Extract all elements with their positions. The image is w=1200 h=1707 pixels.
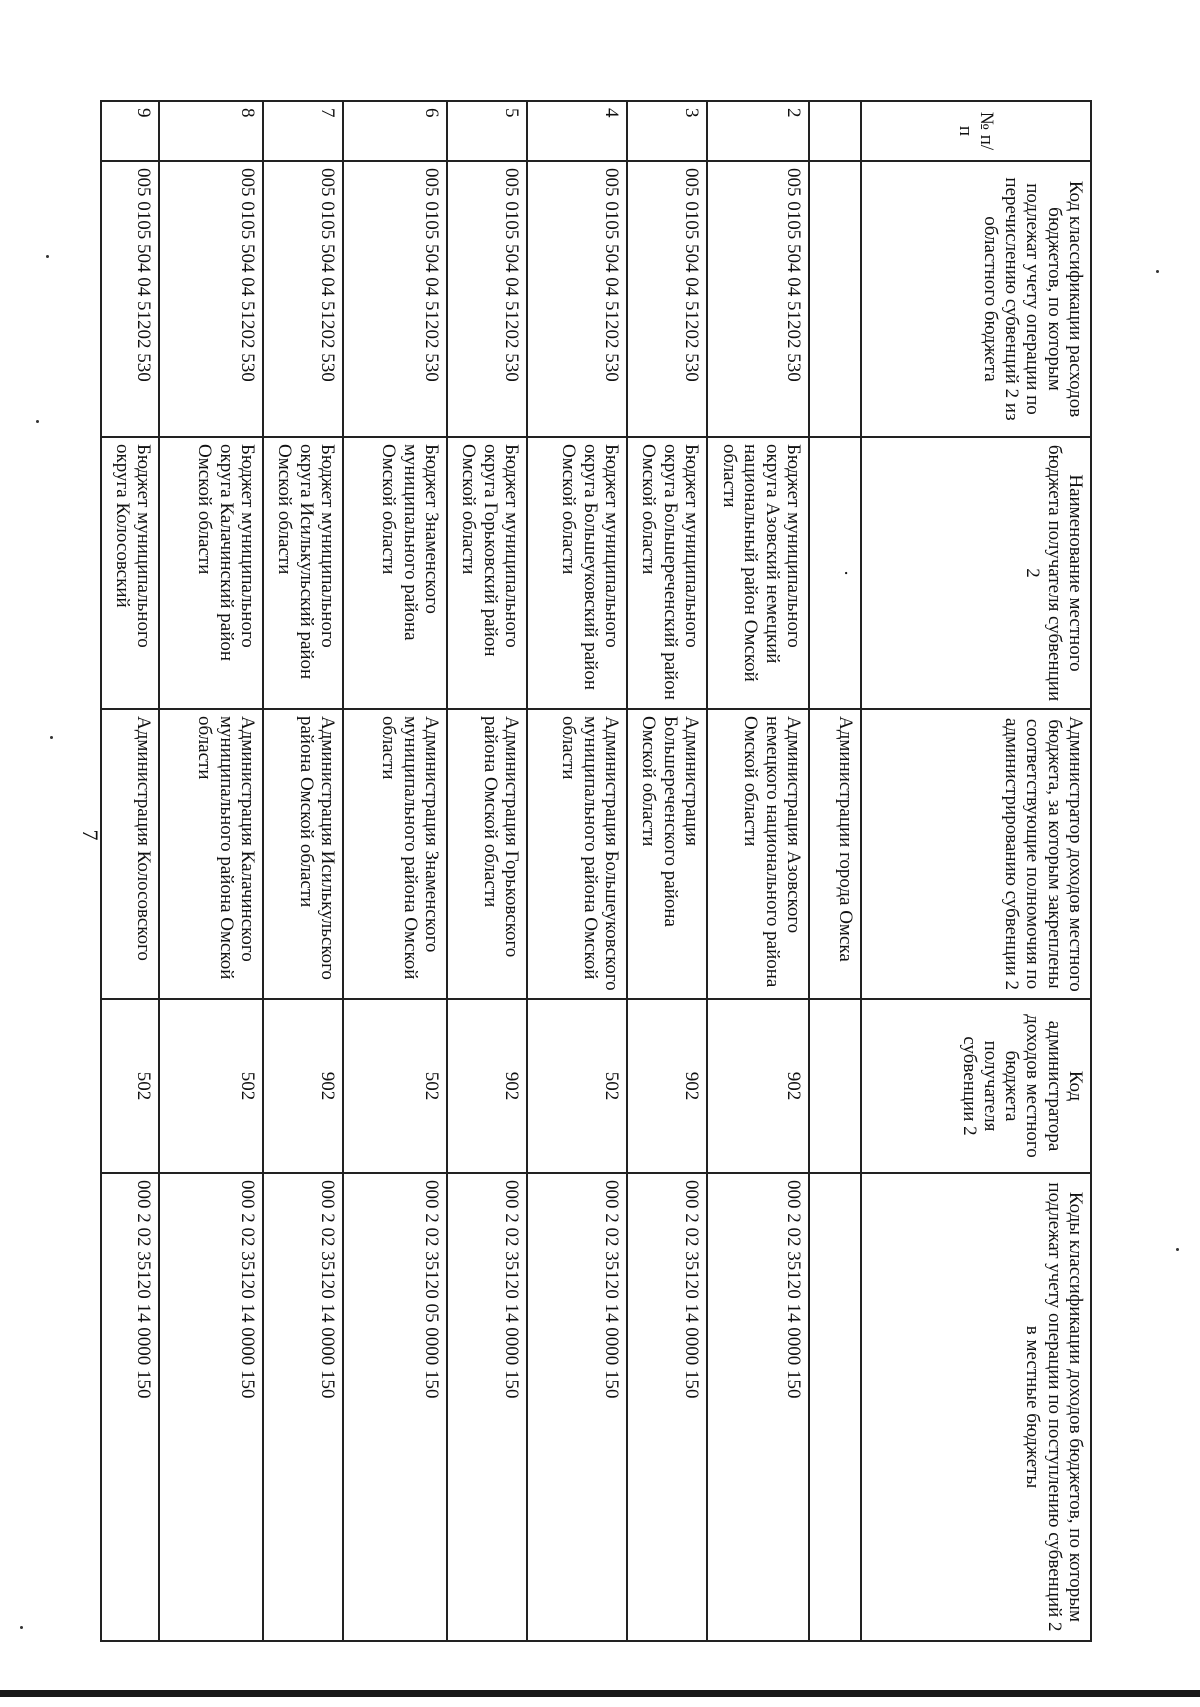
table-row [447, 101, 527, 1641]
cell-administrator: Администрации города Омска [809, 709, 861, 999]
cell-budget-name: · [809, 437, 861, 709]
cell-income-code: 000 2 02 35120 14 0000 150 [101, 1173, 159, 1641]
cell-income-code: 000 2 02 35120 14 0000 150 [527, 1173, 627, 1641]
cell-num: 9 [101, 101, 159, 161]
header-admin-code: Код администратора доходов местного бюджета получателя субвенции 2 [861, 999, 1091, 1173]
cell-num [809, 101, 861, 161]
cell-admin-code: 902 [627, 999, 707, 1173]
subvention-table [100, 100, 1092, 1642]
cell-budget-name: Бюджет Знаменского муниципального района Омской области [343, 437, 447, 709]
cell-income-code: 000 2 02 35120 14 0000 150 [159, 1173, 263, 1641]
cell-admin-code [809, 999, 861, 1173]
rotated-table-container [102, 100, 1092, 1640]
cell-expense-code: 005 0105 504 04 51202 530 [101, 161, 159, 437]
table-row [263, 101, 343, 1641]
cell-income-code: 000 2 02 35120 14 0000 150 [263, 1173, 343, 1641]
cell-administrator: Администрация Калачинского муниципального района Омской области [159, 709, 263, 999]
header-administrator: Администратор доходов местного бюджета, за которым закреплены соответствующие полномочия по администрированию субвенции 2 [861, 709, 1091, 999]
cell-budget-name: Бюджет муниципального округа Большеуковский район Омской области [527, 437, 627, 709]
cell-expense-code [809, 161, 861, 437]
cell-income-code: 000 2 02 35120 14 0000 150 [707, 1173, 809, 1641]
cell-administrator: Администрация Большереченского района Омской области [627, 709, 707, 999]
table-row [527, 101, 627, 1641]
cell-budget-name: Бюджет муниципального округа Большереченский район Омской области [627, 437, 707, 709]
cell-administrator: Администрация Большеуковского муниципального района Омской области [527, 709, 627, 999]
cell-admin-code: 502 [343, 999, 447, 1173]
cell-administrator: Администрация Азовского немецкого национального района Омской области [707, 709, 809, 999]
cell-admin-code: 502 [159, 999, 263, 1173]
scan-edge-line [0, 1690, 1200, 1697]
cell-num: 8 [159, 101, 263, 161]
scan-speck [20, 1626, 23, 1629]
cell-administrator: Администрация Исилькульского района Омской области [263, 709, 343, 999]
header-income-codes: Коды классификации доходов бюджетов, по которым подлежат учету операции по поступлению субвенций 2 в местные бюджеты [861, 1173, 1091, 1641]
cell-income-code: 000 2 02 35120 14 0000 150 [447, 1173, 527, 1641]
scan-speck [46, 255, 49, 258]
cell-admin-code: 502 [527, 999, 627, 1173]
cell-expense-code: 005 0105 504 04 51202 530 [527, 161, 627, 437]
cell-income-code: 000 2 02 35120 05 0000 150 [343, 1173, 447, 1641]
scan-speck [1156, 270, 1159, 273]
header-budget-name: Наименование местного бюджета получателя субвенции 2 [861, 437, 1091, 709]
cell-administrator: Администрация Знаменского муниципального района Омской области [343, 709, 447, 999]
cell-expense-code: 005 0105 504 04 51202 530 [343, 161, 447, 437]
cell-admin-code: 902 [447, 999, 527, 1173]
cell-income-code [809, 1173, 861, 1641]
cell-budget-name: Бюджет муниципального округа Калачинский район Омской области [159, 437, 263, 709]
table-row [627, 101, 707, 1641]
cell-administrator: Администрация Колосовского [101, 709, 159, 999]
table-header-row [861, 101, 1091, 1641]
cell-expense-code: 005 0105 504 04 51202 530 [263, 161, 343, 437]
table-row [101, 101, 159, 1641]
cell-administrator: Администрация Горьковского района Омской области [447, 709, 527, 999]
cell-num: 5 [447, 101, 527, 161]
cell-num: 2 [707, 101, 809, 161]
scan-speck [50, 736, 53, 739]
table-row [809, 101, 861, 1641]
table-row [343, 101, 447, 1641]
cell-expense-code: 005 0105 504 04 51202 530 [707, 161, 809, 437]
cell-budget-name: Бюджет муниципального округа Исилькульский район Омской области [263, 437, 343, 709]
cell-admin-code: 902 [263, 999, 343, 1173]
scan-speck [1176, 1248, 1179, 1251]
cell-budget-name: Бюджет муниципального округа Азовский немецкий национальный район Омской области [707, 437, 809, 709]
cell-budget-name: Бюджет муниципального округа Горьковский район Омской области [447, 437, 527, 709]
cell-income-code: 000 2 02 35120 14 0000 150 [627, 1173, 707, 1641]
cell-num: 4 [527, 101, 627, 161]
scan-speck [36, 420, 39, 423]
cell-num: 3 [627, 101, 707, 161]
cell-admin-code: 902 [707, 999, 809, 1173]
cell-budget-name: Бюджет муниципального округа Колосовский [101, 437, 159, 709]
page-number: 7 [78, 829, 103, 841]
header-num: № п/п [861, 101, 1091, 161]
cell-expense-code: 005 0105 504 04 51202 530 [447, 161, 527, 437]
table-row [159, 101, 263, 1641]
table-row [707, 101, 809, 1641]
cell-num: 7 [263, 101, 343, 161]
cell-expense-code: 005 0105 504 04 51202 530 [159, 161, 263, 437]
cell-expense-code: 005 0105 504 04 51202 530 [627, 161, 707, 437]
cell-num: 6 [343, 101, 447, 161]
cell-admin-code: 502 [101, 999, 159, 1173]
header-expense-code: Код классификации расходов бюджетов, по которым подлежат учету операции по перечислению субвенций 2 из областного бюджета [861, 161, 1091, 437]
